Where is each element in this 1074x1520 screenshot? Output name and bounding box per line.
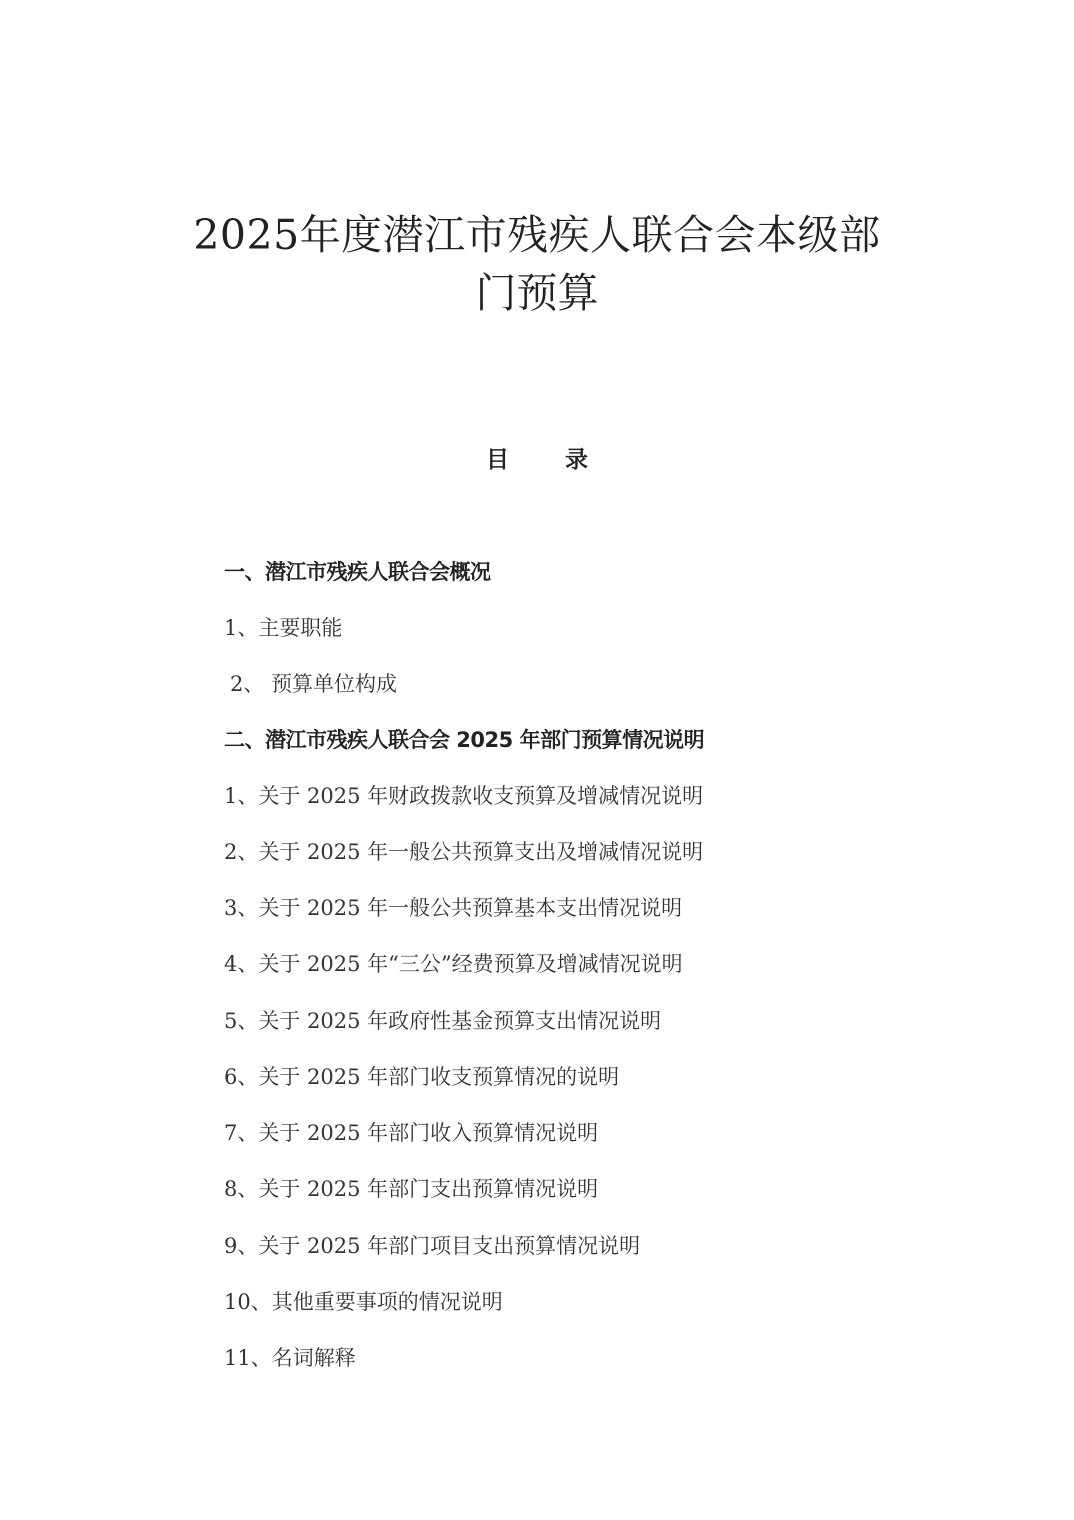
- toc-item-2-7: 7、关于 2025 年部门收入预算情况说明: [224, 1121, 599, 1145]
- toc-item-2-1: 1、关于 2025 年财政拨款收支预算及增减情况说明: [224, 784, 704, 808]
- toc-item-2-8: 8、关于 2025 年部门支出预算情况说明: [224, 1177, 599, 1201]
- toc-section-1: 一、潜江市残疾人联合会概况: [224, 560, 491, 584]
- toc-item-2-10: 10、其他重要事项的情况说明: [224, 1290, 503, 1314]
- document-title-line-1: 2025年度潜江市残疾人联合会本级部: [193, 211, 881, 259]
- toc-item-2-6: 6、关于 2025 年部门收支预算情况的说明: [224, 1065, 620, 1089]
- toc-section-2: 二、潜江市残疾人联合会 2025 年部门预算情况说明: [224, 728, 705, 752]
- toc-item-2-2: 2、关于 2025 年一般公共预算支出及增减情况说明: [224, 840, 704, 864]
- toc-item-2-11: 11、名词解释: [224, 1346, 356, 1370]
- toc-item-2-4: 4、关于 2025 年“三公”经费预算及增减情况说明: [224, 952, 683, 976]
- toc-item-1-1: 1、主要职能: [224, 616, 343, 640]
- toc-item-2-9: 9、关于 2025 年部门项目支出预算情况说明: [224, 1234, 641, 1258]
- document-title-line-2: 门预算: [475, 269, 599, 317]
- toc-item-1-2: 2、 预算单位构成: [230, 672, 398, 696]
- toc-item-2-3: 3、关于 2025 年一般公共预算基本支出情况说明: [224, 896, 683, 920]
- toc-item-2-5: 5、关于 2025 年政府性基金预算支出情况说明: [224, 1009, 662, 1033]
- toc-heading-char-1: 目: [486, 446, 509, 473]
- toc-heading-char-2: 录: [565, 446, 588, 473]
